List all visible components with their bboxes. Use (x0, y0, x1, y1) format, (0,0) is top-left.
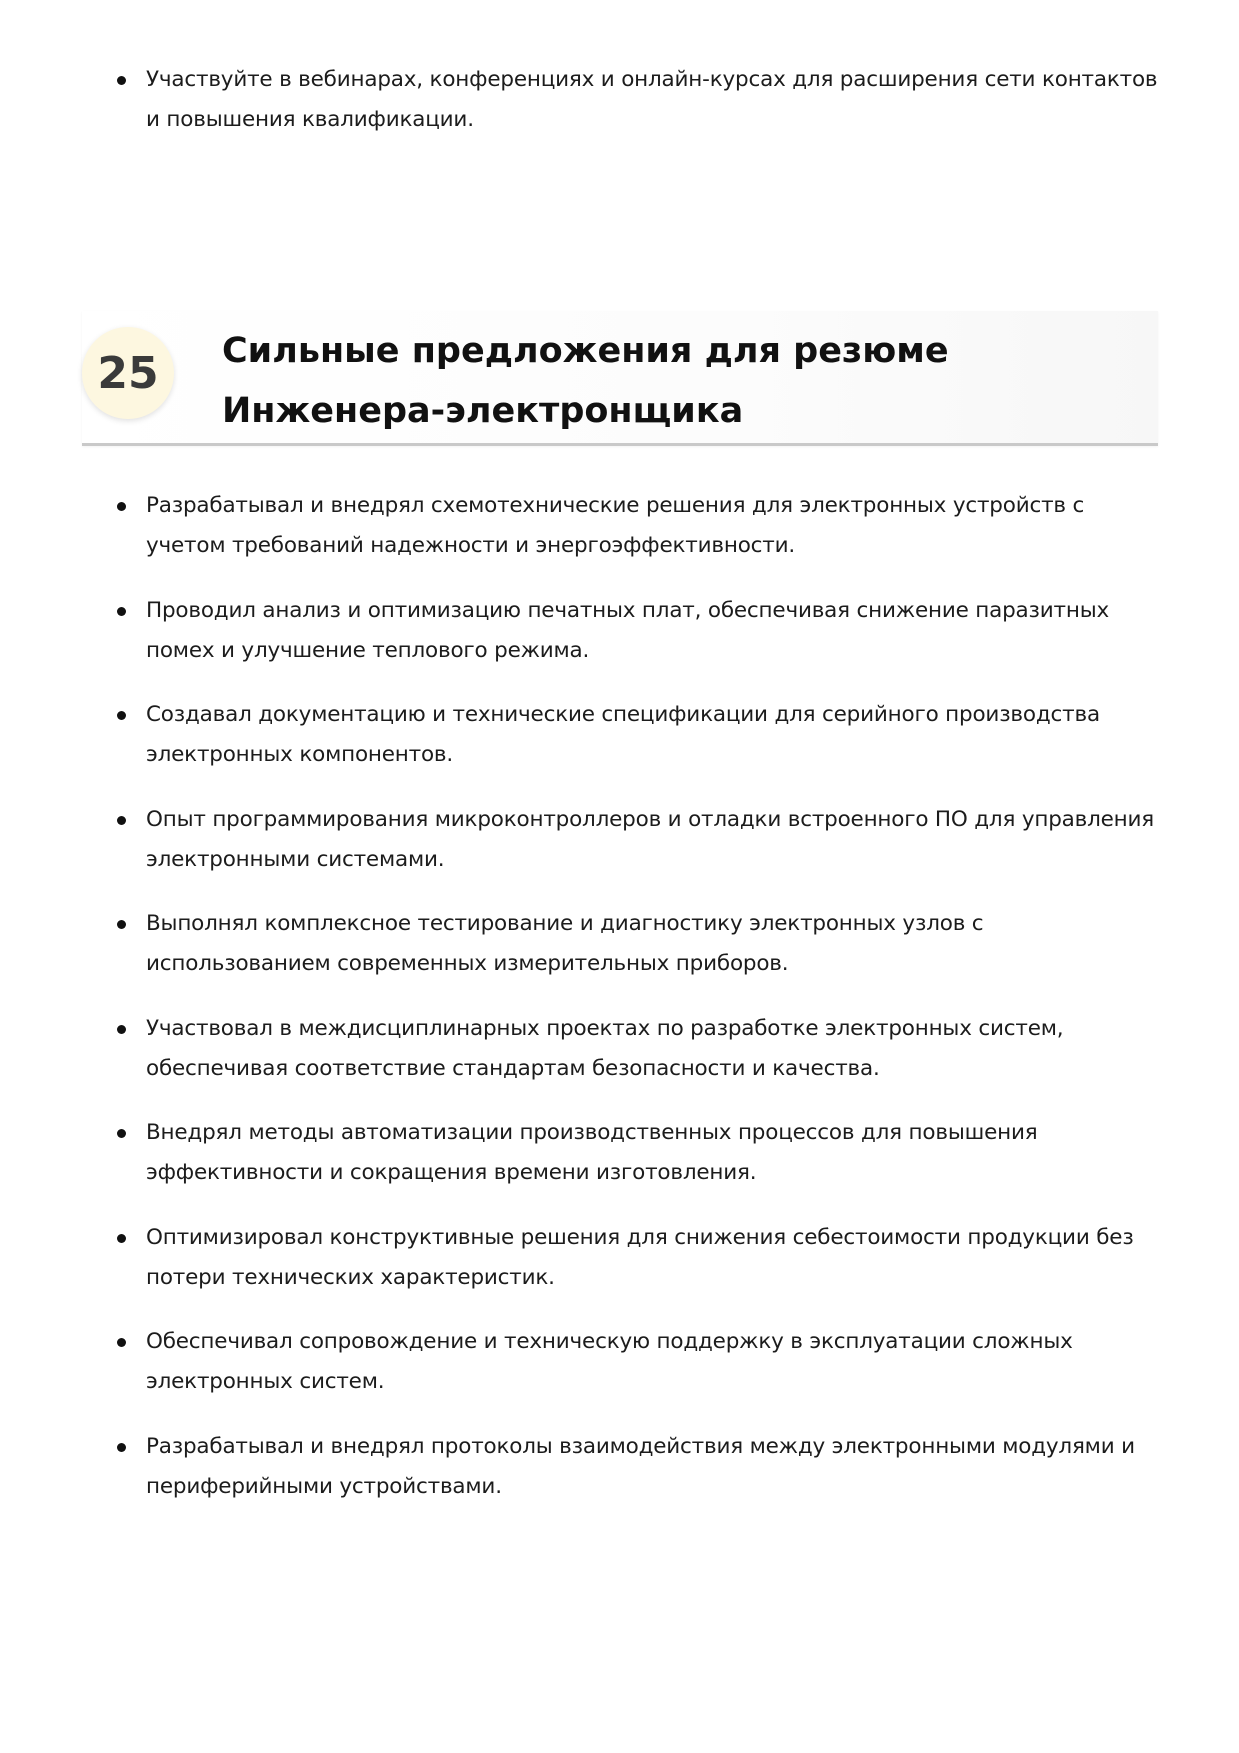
bullet-dot-icon (117, 1234, 126, 1243)
list-item (0, 904, 1166, 984)
bullet-dot-icon (117, 920, 126, 929)
list-item-text: Разрабатывал и внедрял схемотехнические решения для электронных устройств с учетом требований надежности и энергоэффективности. (146, 493, 1085, 558)
list-item (0, 695, 1166, 775)
intro-bullet-list (0, 60, 1166, 140)
list-item-text: Опыт программирования микроконтроллеров и отладки встроенного ПО для управления электронными системами. (146, 806, 1155, 872)
list-item-text: Оптимизировал конструктивные решения для снижения себестоимости продукции без потери технических характеристик. (146, 1224, 1134, 1290)
bullet-dot-icon (117, 1025, 126, 1034)
section-header (82, 311, 1158, 446)
list-item (0, 486, 1166, 566)
section-title: Сильные предложения для резюме Инженера-электронщика (222, 331, 949, 431)
list-item (0, 1009, 1166, 1089)
list-item-text: Создавал документацию и технические спецификации для серийного производства электронных компонентов. (146, 702, 1100, 767)
list-item-text: Участвовал в междисциплинарных проектах по разработке электронных систем, обеспечивая соответствие стандартам безопасности и качества. (146, 1015, 1064, 1081)
list-item-text: Выполнял комплексное тестирование и диагностику электронных узлов с использованием современных измерительных приборов. (146, 911, 984, 976)
list-item (0, 591, 1166, 671)
bullet-dot-icon (117, 607, 126, 616)
bullet-dot-icon (117, 76, 126, 85)
resume-phrases-list (0, 486, 1166, 1531)
list-item (0, 1322, 1166, 1402)
list-item (0, 1218, 1166, 1298)
list-item-text: Проводил анализ и оптимизацию печатных плат, обеспечивая снижение паразитных помех и улучшение теплового режима. (146, 597, 1110, 663)
list-item (0, 1113, 1166, 1193)
bullet-dot-icon (117, 711, 126, 720)
bullet-dot-icon (117, 502, 126, 511)
list-item (0, 60, 1166, 140)
list-item-text: Разрабатывал и внедрял протоколы взаимодействия между электронными модулями и периферийными устройствами. (146, 1433, 1135, 1499)
bullet-dot-icon (117, 816, 126, 825)
list-item-text: Участвуйте в вебинарах, конференциях и онлайн-курсах для расширения сети контактов и повышения квалификации. (146, 67, 1158, 132)
bullet-dot-icon (117, 1129, 126, 1138)
section-number-badge: 25 (82, 327, 174, 419)
bullet-dot-icon (117, 1443, 126, 1452)
list-item (0, 1427, 1166, 1507)
list-item (0, 800, 1166, 880)
bullet-dot-icon (117, 1338, 126, 1347)
list-item-text: Внедрял методы автоматизации производственных процессов для повышения эффективности и сокращения времени изготовления. (146, 1120, 1038, 1185)
list-item-text: Обеспечивал сопровождение и техническую поддержку в эксплуатации сложных электронных систем. (146, 1329, 1073, 1394)
